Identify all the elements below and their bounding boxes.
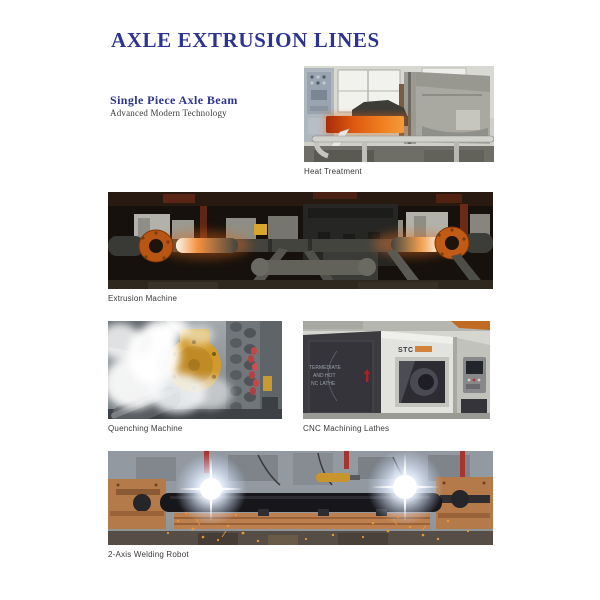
cnc-door-text-line2: AND HOT [313,373,336,379]
figure-extrusion-machine [108,192,493,303]
figure-heat-treatment [304,66,494,176]
control-screen [466,361,483,374]
figure-cnc-machining-lathes [303,321,490,433]
cnc-dark-door [303,331,381,419]
photo-caption-quenching-machine: Quenching Machine [108,424,183,433]
photo-caption-extrusion-machine: Extrusion Machine [108,294,178,303]
fixture-left [108,479,166,529]
cnc-door-text-line1: TERMEDIATE [309,365,341,371]
yellow-cylinder [316,473,350,482]
extrusion-machine-photo [108,192,493,289]
section-tagline: Advanced Modern Technology [110,108,227,118]
section-subtitle: Single Piece Axle Beam [110,93,238,107]
welding-robot-photo [108,451,493,545]
fixture-right [436,477,493,529]
quenching-machine-photo [108,321,282,419]
hot-beam [324,113,408,136]
figure-welding-robot [108,451,493,559]
cnc-door-text-line3: NC LATHE [311,381,336,387]
cnc-control-panel [453,337,490,419]
flange-left [139,230,173,262]
cnc-machine-body [381,331,453,419]
page-title: AXLE EXTRUSION LINES [111,28,380,52]
photo-caption-cnc-machining-lathes: CNC Machining Lathes [303,424,390,433]
photo-caption-welding-robot: 2-Axis Welding Robot [108,550,189,559]
cnc-machining-lathes-photo [303,321,490,419]
cnc-logo: STC [398,347,414,354]
cnc-logo-orange-mark [415,346,432,352]
photo-caption-heat-treatment: Heat Treatment [304,167,362,176]
heat-treatment-photo [304,66,494,162]
figure-quenching-machine [108,321,282,433]
welding-arc-right [367,451,443,525]
flange-right [435,227,469,259]
